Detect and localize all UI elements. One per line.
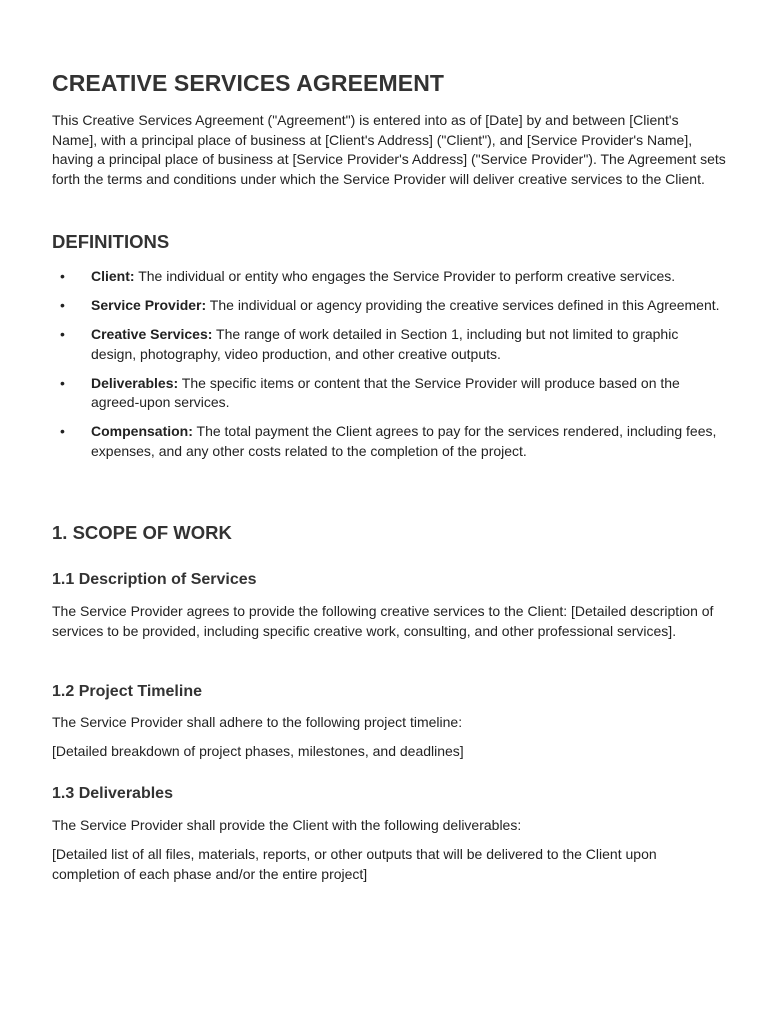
definition-text: The individual or entity who engages the Service Provider to perform creative services. [134, 268, 676, 284]
section-1-2-placeholder: [Detailed breakdown of project phases, milestones, and deadlines] [52, 743, 464, 759]
section-1-3-placeholder: [Detailed list of all files, materials, reports, or other outputs that will be delivered to the Client upon completion of each phase and/or the entire project] [52, 846, 657, 882]
section-1-1-heading: 1.1 Description of Services [52, 571, 257, 588]
definition-term: Compensation: [91, 423, 193, 439]
definitions-heading: DEFINITIONS [52, 231, 170, 252]
bullet-icon: • [60, 374, 65, 391]
definition-term: Service Provider: [91, 297, 207, 313]
definition-term: Creative Services: [91, 326, 213, 342]
section-1-2-text: The Service Provider shall adhere to the following project timeline: [52, 714, 463, 730]
intro-paragraph: This Creative Services Agreement ("Agreement") is entered into as of [Date] by and between [Client's Name], with a principal place of business at [Client's Address] ("Client"), and [Service Provider's Name], having a principal place of business at [Service Provider's Address] ("Service Provider"). The Agreement sets forth the terms and conditions under which the Service Provider will deliver creative services to the Client. [52, 112, 726, 187]
definition-term: Client: [91, 268, 135, 284]
definition-text: The individual or agency providing the creative services defined in this Agreement. [206, 297, 720, 313]
section-1-2-heading: 1.2 Project Timeline [52, 683, 202, 700]
definition-item-compensation [52, 422, 727, 461]
section-1-3-text: The Service Provider shall provide the Client with the following deliverables: [52, 817, 522, 833]
definition-text: The range of work detailed in Section 1, including but not limited to graphic design, photography, video production, and other creative outputs. [91, 326, 679, 362]
definition-term: Deliverables: [91, 374, 179, 391]
definitions-list [52, 267, 727, 471]
definition-item-client [52, 267, 727, 287]
bullet-icon: • [60, 423, 65, 439]
bullet-icon: • [60, 268, 65, 284]
definition-text: The specific items or content that the Service Provider will produce based on the agreed-upon services. [91, 374, 680, 410]
bullet-icon: • [60, 326, 65, 342]
section-1-3-heading: 1.3 Deliverables [52, 785, 173, 802]
bullet-icon: • [60, 297, 65, 313]
definition-text: The total payment the Client agrees to pay for the services rendered, including fees, expenses, and any other costs related to the completion of the project. [91, 423, 717, 459]
section-1-1-text: The Service Provider agrees to provide the following creative services to the Client: [Detailed description of services to be provided, including specific creative work, consulting, and other professional services]. [52, 603, 714, 639]
definition-item-service-provider [52, 296, 727, 316]
definition-item-deliverables [52, 374, 727, 413]
definition-item-creative-services [52, 325, 727, 364]
scope-of-work-heading: 1. SCOPE OF WORK [52, 522, 232, 543]
document-title: CREATIVE SERVICES AGREEMENT [52, 70, 445, 96]
